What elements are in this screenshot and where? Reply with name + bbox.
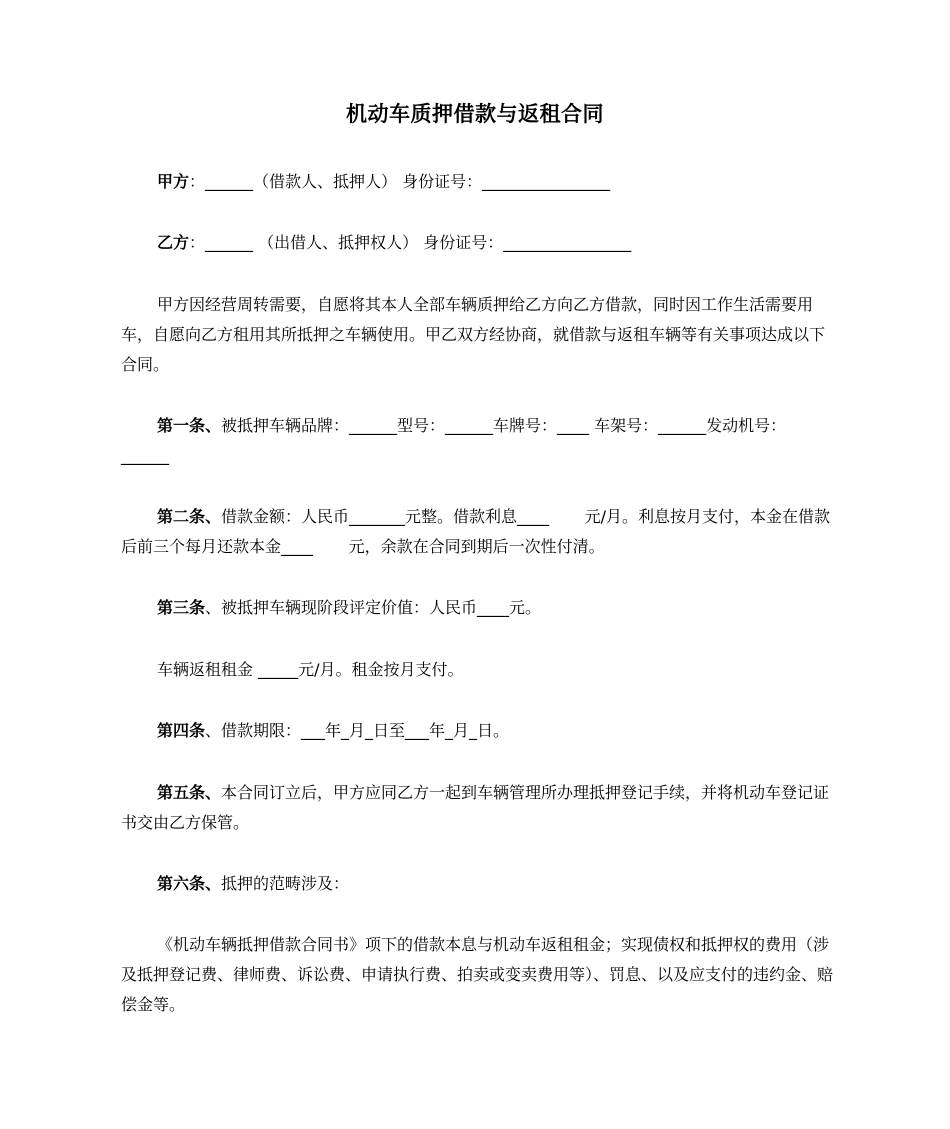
preamble-paragraph: 甲方因经营周转需要，自愿将其本人全部车辆质押给乙方向乙方借款，同时因工作生活需要用车，自愿向乙方租用其所抵押之车辆使用。甲乙双方经协商，就借款与返租车辆等有关事项达成以下合同。 [121,295,826,374]
article-3-label: 第三条 [157,598,206,617]
article-6-text: 抵押的范畴涉及： [221,874,350,893]
party-a-text: ：______（借款人、抵押人） 身份证号：________________ [189,172,611,191]
article-3-text: 、被抵押车辆现阶段评定价值：人民币____元。 [205,598,542,617]
article-2-label: 第二条、 [157,507,222,526]
article-4-text: 、借款期限：___年_月_日至___年_月_日。 [205,721,510,740]
article-1-text: 被抵押车辆品牌：______型号：______车牌号：____ 车架号：______发动机号：______ [121,416,787,465]
party-b-text: ：______ （出借人、抵押权人） 身份证号：________________ [189,233,632,252]
article-6 [121,869,833,899]
article-5 [121,778,833,838]
party-b-label: 乙方 [157,233,190,252]
article-2-text: 借款金额：人民币_______元整。借款利息____ 元/月。利息按月支付，本金在借款后前三个每月还款本金____ 元，余款在合同到期后一次性付清。 [121,507,831,556]
party-a-label: 甲方 [157,172,190,191]
document-title: 机动车质押借款与返租合同 [346,102,604,126]
article-6-label: 第六条、 [157,874,222,893]
article-4-label: 第四条 [157,721,206,740]
article-5-label: 第五条、 [157,783,222,802]
rent-line: 车辆返租租金 _____元/月。租金按月支付。 [157,660,464,679]
article-1 [121,411,833,471]
party-a-line [121,167,833,197]
scope-paragraph: 《机动车辆抵押借款合同书》项下的借款本息与机动车返租租金；实现债权和抵押权的费用（涉及抵押登记费、律师费、诉讼费、申请执行费、拍卖或变卖费用等）、罚息、以及应支付的违约金、赔偿金等。 [121,935,834,1014]
article-4 [121,716,833,746]
article-5-text: 本合同订立后，甲方应同乙方一起到车辆管理所办理抵押登记手续，并将机动车登记证书交由乙方保管。 [121,783,830,832]
article-1-label: 第一条、 [157,416,222,435]
article-2 [121,502,833,562]
article-3 [121,593,833,623]
party-b-line [121,228,833,258]
